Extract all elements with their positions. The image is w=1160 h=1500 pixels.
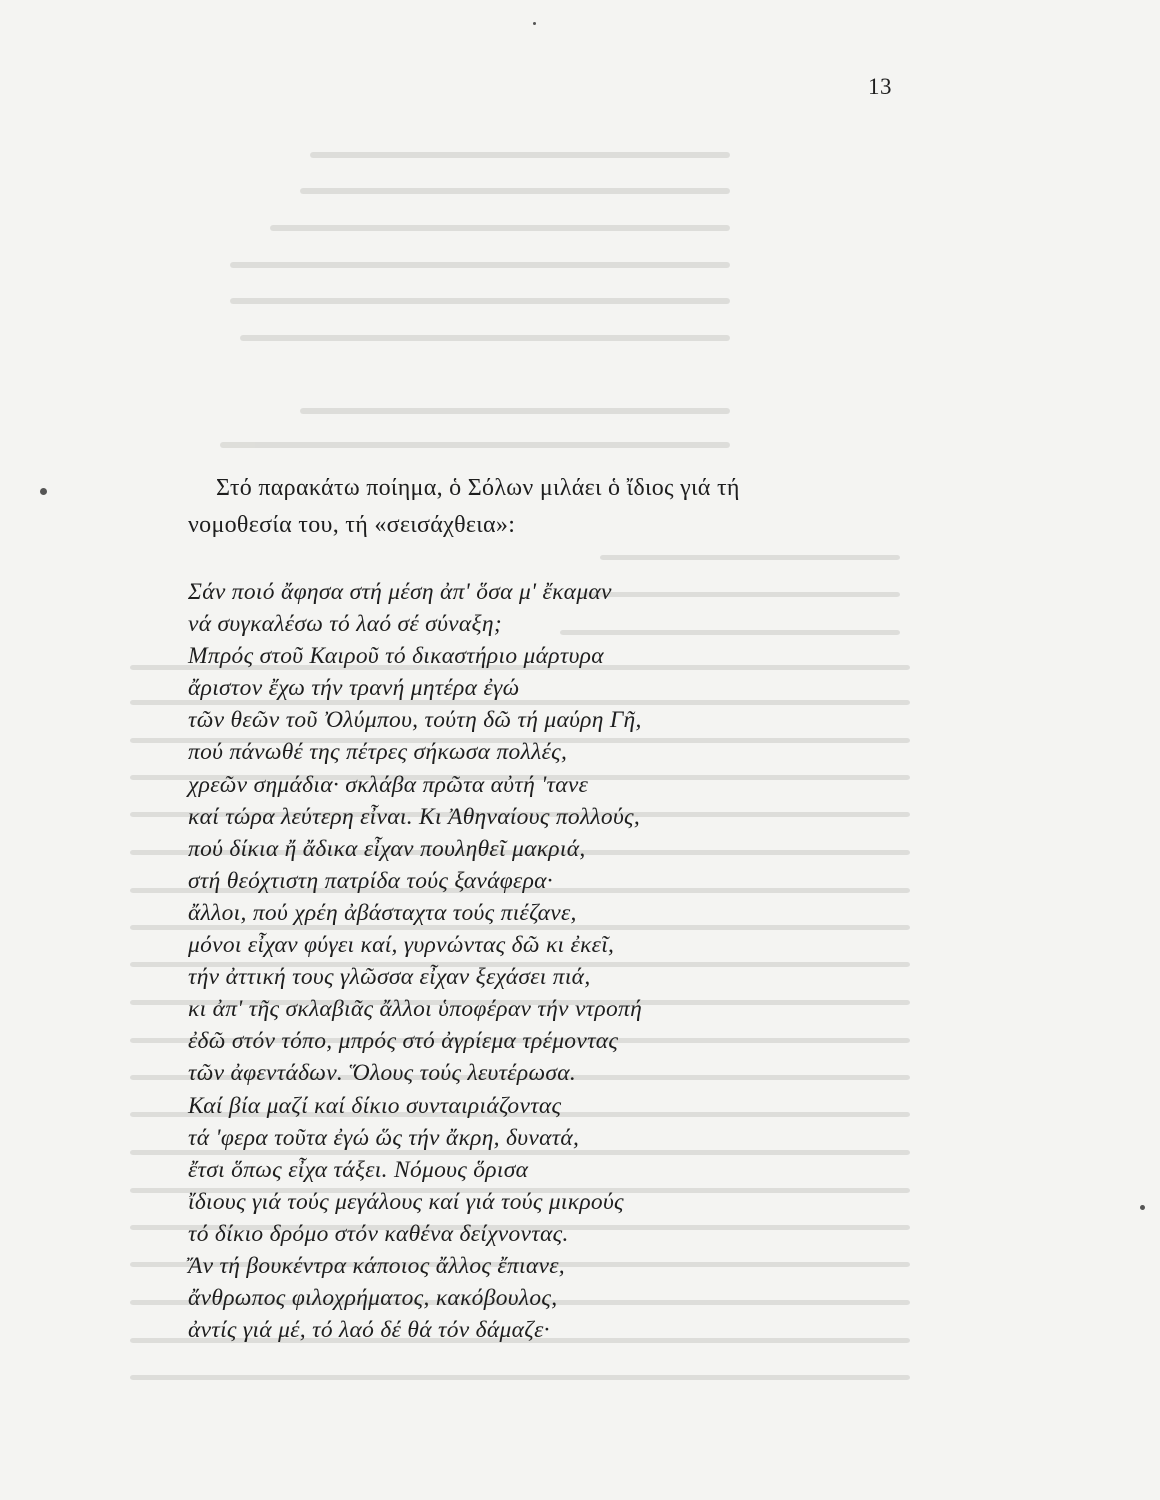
poem-line: στή θεόχτιστη πατρίδα τούς ξανάφερα· [188, 867, 553, 894]
poem-line: τό δίκιο δρόμο στόν καθένα δείχνοντας. [188, 1220, 569, 1247]
poem-line: ἴδιους γιά τούς μεγάλους καί γιά τούς μικρούς [188, 1188, 624, 1215]
intro-line-1: Στό παρακάτω ποίημα, ὁ Σόλων μιλάει ὁ ἴδιος γιά τή [216, 475, 740, 501]
poem-line: ἄνθρωπος φιλοχρήματος, κακόβουλος, [188, 1285, 558, 1312]
poem-line: νά συγκαλέσω τό λαό σέ σύναξη; [188, 611, 502, 638]
poem-line: κι ἀπ' τῆς σκλαβιᾶς ἄλλοι ὑποφέραν τήν ντροπή [188, 996, 643, 1023]
page-number: 13 [868, 74, 892, 99]
intro-paragraph [188, 470, 908, 544]
paper-speck [40, 488, 47, 495]
poem-line: χρεῶν σημάδια· σκλάβα πρῶτα αὐτή 'τανε [188, 771, 589, 798]
poem-line: τῶν θεῶν τοῦ Ὀλύμπου, τούτη δῶ τή μαύρη Γῆ, [188, 707, 642, 734]
poem-line: Καί βία μαζί καί δίκιο συνταιριάζοντας [188, 1092, 562, 1119]
paper-speck [1140, 1205, 1145, 1210]
poem-line: πού δίκια ἤ ἄδικα εἶχαν πουληθεῖ μακριά, [188, 835, 586, 862]
poem-line: ἄριστον ἔχω τήν τρανή μητέρα ἐγώ [188, 675, 520, 702]
poem-line: ἄλλοι, πού χρέη ἀβάσταχτα τούς πιέζανε, [188, 899, 577, 926]
poem-line: ἐδῶ στόν τόπο, μπρός στό ἀγρίεμα τρέμοντας [188, 1028, 619, 1055]
poem [188, 576, 888, 1346]
poem-line: Σάν ποιό ἄφησα στή μέση ἀπ' ὅσα μ' ἔκαμαν [188, 579, 612, 605]
poem-line: ἀντίς γιά μέ, τό λαό δέ θά τόν δάμαζε· [188, 1317, 550, 1344]
poem-line: πού πάνωθέ της πέτρες σήκωσα πολλές, [188, 739, 568, 766]
poem-line: καί τώρα λεύτερη εἶναι. Κι Ἀθηναίους πολλούς, [188, 803, 641, 830]
poem-line: Μπρός στοῦ Καιροῦ τό δικαστήριο μάρτυρα [188, 643, 604, 670]
intro-line-2: νομοθεσία του, τή «σεισάχθεια»: [188, 512, 516, 538]
poem-line: Ἄν τή βουκέντρα κάποιος ἄλλος ἔπιανε, [188, 1252, 565, 1279]
poem-line: μόνοι εἶχαν φύγει καί, γυρνώντας δῶ κι ἐκεῖ, [188, 932, 615, 959]
poem-line: τῶν ἀφεντάδων. Ὅλους τούς λευτέρωσα. [188, 1060, 577, 1087]
poem-line: ἔτσι ὅπως εἶχα τάξει. Νόμους ὅρισα [188, 1156, 529, 1183]
poem-line: τήν ἀττική τους γλῶσσα εἶχαν ξεχάσει πιά, [188, 964, 591, 991]
paper-speck [533, 22, 536, 25]
poem-line: τά 'φερα τοῦτα ἐγώ ὥς τήν ἄκρη, δυνατά, [188, 1124, 580, 1151]
